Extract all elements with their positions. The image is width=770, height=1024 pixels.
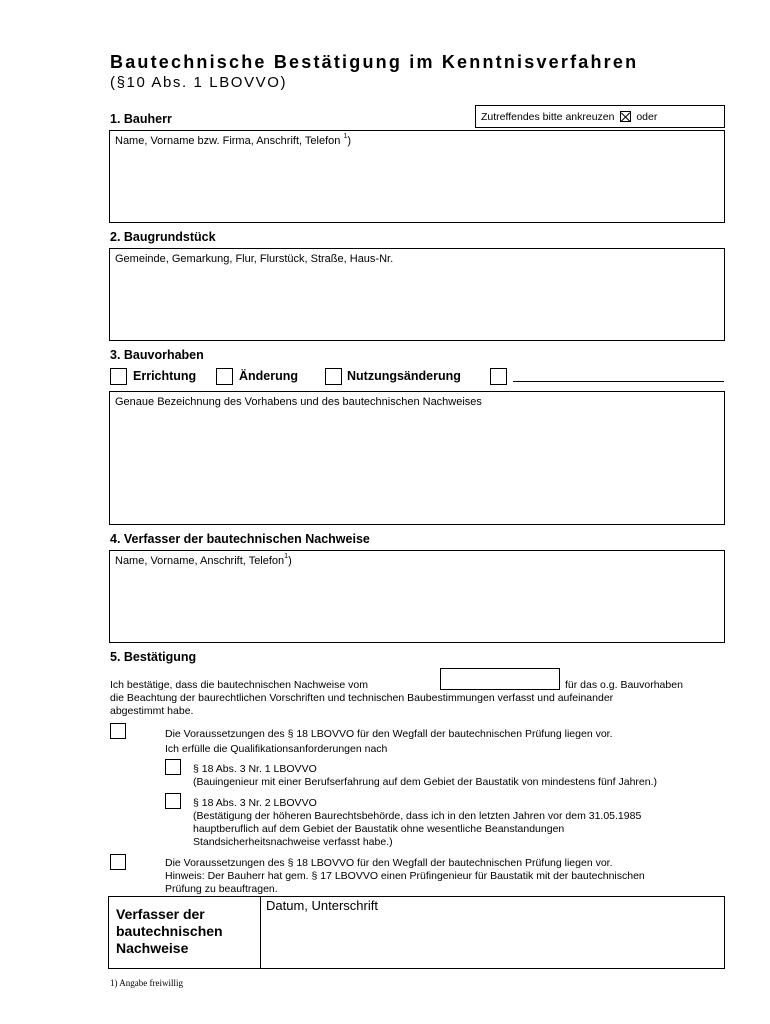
footnote: 1) Angabe freiwillig: [110, 978, 183, 988]
signature-date-label: Datum, Unterschrift: [266, 898, 378, 913]
confirm-text-line2: die Beachtung der baurechtlichen Vorschriften und technischen Baubestimmungen verfasst und aufeinander: [110, 692, 614, 704]
checkbox-option-b[interactable]: [110, 854, 126, 870]
signature-field[interactable]: [261, 897, 724, 968]
section-heading-bauvorhaben: 3. Bauvorhaben: [110, 348, 204, 362]
footnote-ref: 1: [284, 553, 289, 560]
option-b-line3: Prüfung zu beauftragen.: [165, 883, 278, 895]
signature-block: [108, 896, 725, 969]
baugrundstueck-field[interactable]: [109, 248, 725, 341]
sub2-line4: Standsicherheitsnachweise verfasst habe.): [193, 836, 393, 848]
date-input-field[interactable]: [440, 668, 560, 690]
sub2-line3: hauptberuflich auf dem Gebiet der Baustatik ohne wesentliche Beanstandungen: [193, 823, 565, 835]
instruction-text: Zutreffendes bitte ankreuzen: [481, 111, 615, 123]
bauherr-field[interactable]: [109, 130, 725, 223]
checkbox-sub-nr1[interactable]: [165, 759, 181, 775]
confirm-text-line3: abgestimmt habe.: [110, 705, 194, 717]
checkbox-sub-nr2[interactable]: [165, 793, 181, 809]
page-subtitle: (§10 Abs. 1 LBOVVO): [110, 74, 288, 91]
section-heading-bauherr: 1. Bauherr: [110, 112, 172, 126]
vorhaben-field-label: Genaue Bezeichnung des Vorhabens und des bautechnischen Nachweises: [115, 396, 482, 408]
sub2-line2: (Bestätigung der höheren Baurechtsbehörde, dass ich in den letzten Jahren vor dem 31.05.1985: [193, 810, 642, 822]
section-heading-baugrundstueck: 2. Baugrundstück: [110, 230, 216, 244]
checkbox-aenderung[interactable]: [216, 368, 233, 385]
footnote-ref: 1: [343, 133, 348, 140]
baugrundstueck-field-label: Gemeinde, Gemarkung, Flur, Flurstück, Straße, Haus-Nr.: [115, 253, 394, 265]
option-label-aenderung: Änderung: [239, 369, 299, 383]
sub2-line1: § 18 Abs. 3 Nr. 2 LBOVVO: [193, 797, 317, 809]
section-heading-verfasser: 4. Verfasser der bautechnischen Nachweise: [110, 532, 370, 546]
option-label-nutzungsaenderung: Nutzungsänderung: [347, 369, 461, 383]
verfasser-field[interactable]: [109, 550, 725, 643]
option-a-line2: Ich erfülle die Qualifikationsanforderungen nach: [165, 743, 388, 755]
option-b-line1: Die Voraussetzungen des § 18 LBOVVO für den Wegfall der bautechnischen Prüfung liegen vor.: [165, 857, 613, 869]
checkbox-errichtung[interactable]: [110, 368, 127, 385]
instruction-box: [475, 105, 725, 128]
checkbox-option-a[interactable]: [110, 723, 126, 739]
instruction-suffix: oder: [636, 111, 658, 123]
confirm-text-after: für das o.g. Bauvorhaben: [565, 679, 683, 691]
option-a-line1: Die Voraussetzungen des § 18 LBOVVO für den Wegfall der bautechnischen Prüfung liegen vor.: [165, 728, 613, 740]
vorhaben-field[interactable]: [109, 391, 725, 525]
checkbox-other[interactable]: [490, 368, 507, 385]
page-title: Bautechnische Bestätigung im Kenntnisverfahren: [110, 52, 639, 72]
option-b-line2: Hinweis: Der Bauherr hat gem. § 17 LBOVVO einen Prüfingenieur für Baustatik mit der bautechnischen: [165, 870, 645, 882]
sub1-line2: (Bauingenieur mit einer Berufserfahrung auf dem Gebiet der Baustatik von mindestens fünf Jahren.): [193, 776, 658, 788]
other-text-line[interactable]: [513, 381, 724, 382]
checkbox-nutzungsaenderung[interactable]: [325, 368, 342, 385]
signature-role-label: Verfasser der bautechnischen Nachweise: [116, 906, 223, 956]
section-heading-bestaetigung: 5. Bestätigung: [110, 650, 197, 664]
bauherr-field-label: Name, Vorname bzw. Firma, Anschrift, Telefon $^1$): [115, 133, 352, 147]
crossed-box-icon: [620, 111, 631, 122]
option-label-errichtung: Errichtung: [133, 369, 197, 383]
verfasser-field-label: Name, Vorname, Anschrift, Telefon$^1$): [115, 553, 292, 567]
sub1-line1: § 18 Abs. 3 Nr. 1 LBOVVO: [193, 763, 317, 775]
confirm-text-prefix: Ich bestätige, dass die bautechnischen Nachweise vom: [110, 679, 368, 691]
